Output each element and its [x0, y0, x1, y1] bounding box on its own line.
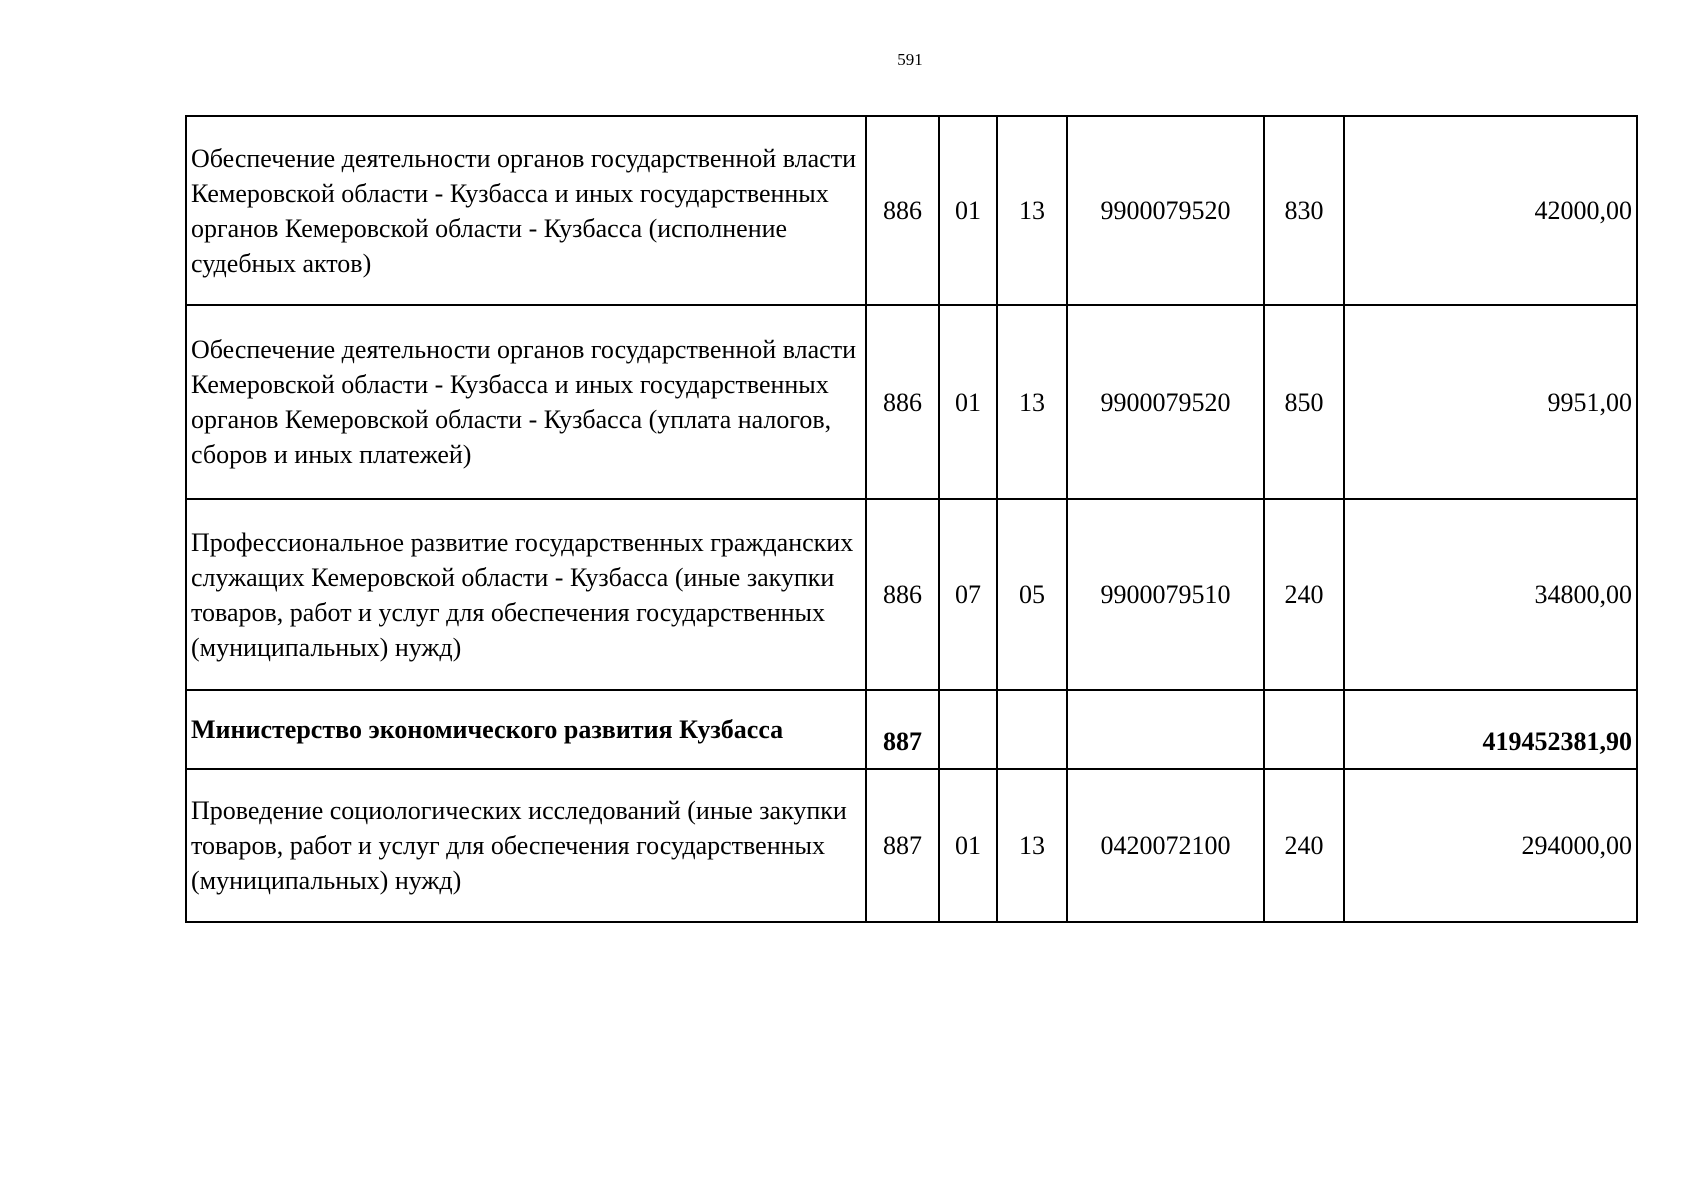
table-row-ministry-total [186, 690, 1637, 769]
expense-type-code [1264, 690, 1344, 769]
section-code: 01 [939, 116, 997, 305]
table-row [186, 769, 1637, 922]
row-name: Профессиональное развитие государственных гражданских служащих Кемеровской области - Кузбасса (иные закупки товаров, работ и услуг для обеспечения государственных (муниципальных) нужд) [186, 499, 866, 690]
section-code [939, 690, 997, 769]
row-name: Министерство экономического развития Кузбасса [186, 690, 866, 769]
expense-type-code: 240 [1264, 769, 1344, 922]
amount: 294000,00 [1344, 769, 1637, 922]
target-code: 9900079520 [1067, 305, 1264, 499]
table-row [186, 116, 1637, 305]
subsection-code: 13 [997, 116, 1067, 305]
section-code: 01 [939, 305, 997, 499]
ministry-code: 887 [866, 690, 939, 769]
expense-type-code: 850 [1264, 305, 1344, 499]
budget-table [185, 115, 1638, 923]
target-code [1067, 690, 1264, 769]
amount: 34800,00 [1344, 499, 1637, 690]
row-name: Проведение социологических исследований (иные закупки товаров, работ и услуг для обеспечения государственных (муниципальных) нужд) [186, 769, 866, 922]
section-code: 01 [939, 769, 997, 922]
subsection-code: 13 [997, 305, 1067, 499]
ministry-code: 886 [866, 305, 939, 499]
expense-type-code: 240 [1264, 499, 1344, 690]
amount: 42000,00 [1344, 116, 1637, 305]
section-code: 07 [939, 499, 997, 690]
amount: 9951,00 [1344, 305, 1637, 499]
table-row [186, 499, 1637, 690]
expense-type-code: 830 [1264, 116, 1344, 305]
row-name: Обеспечение деятельности органов государственной власти Кемеровской области - Кузбасса и иных государственных органов Кемеровской области - Кузбасса (уплата налогов, сборов и иных платежей) [186, 305, 866, 499]
table-row [186, 305, 1637, 499]
target-code: 0420072100 [1067, 769, 1264, 922]
amount: 419452381,90 [1344, 690, 1637, 769]
page-number: 591 [897, 50, 923, 69]
subsection-code [997, 690, 1067, 769]
ministry-code: 887 [866, 769, 939, 922]
ministry-code: 886 [866, 499, 939, 690]
ministry-code: 886 [866, 116, 939, 305]
row-name: Обеспечение деятельности органов государственной власти Кемеровской области - Кузбасса и иных государственных органов Кемеровской области - Кузбасса (исполнение судебных актов) [186, 116, 866, 305]
subsection-code: 13 [997, 769, 1067, 922]
target-code: 9900079520 [1067, 116, 1264, 305]
subsection-code: 05 [997, 499, 1067, 690]
target-code: 9900079510 [1067, 499, 1264, 690]
